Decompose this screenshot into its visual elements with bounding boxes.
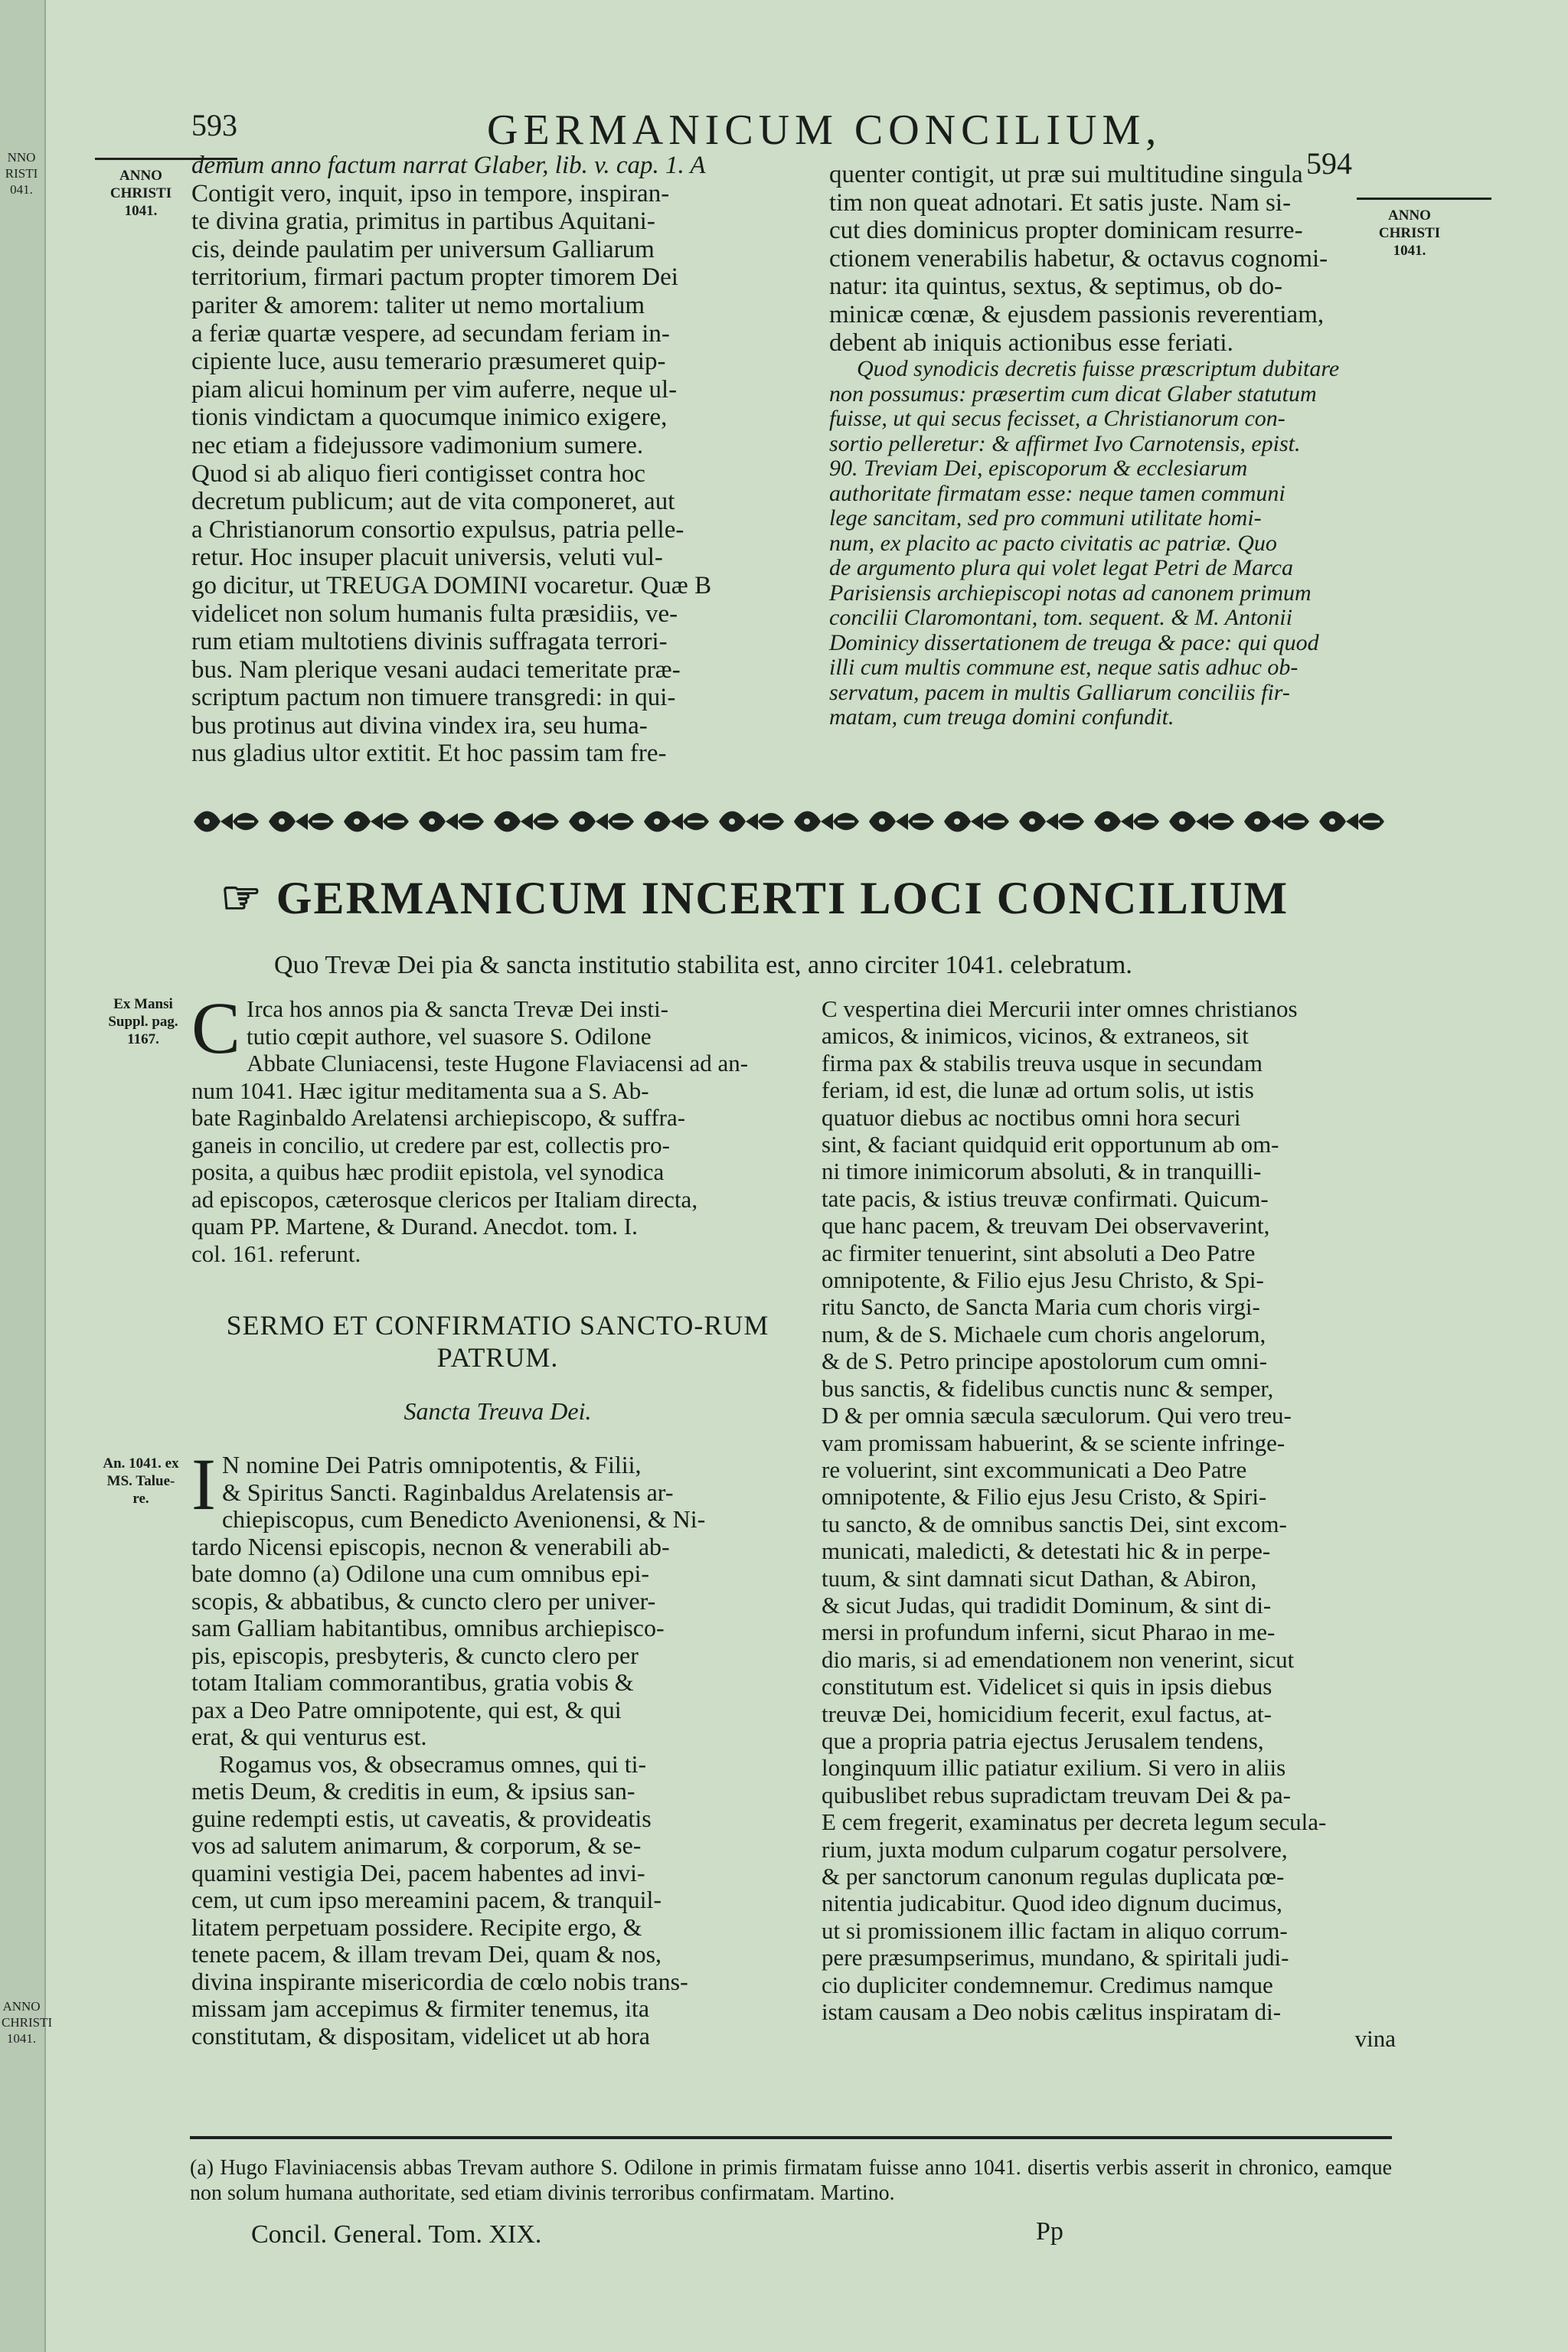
section-title: ☞ GERMANICUM INCERTI LOCI CONCILIUM [220, 873, 1289, 923]
text-line: cem, ut cum ipso mereamini pacem, & tranquil- [191, 1886, 662, 1913]
margin-year-left [95, 167, 187, 220]
text-line: nus gladius ultor extitit. Et hoc passim tam fre- [191, 740, 667, 768]
text-line: que a propria patria ejectus Jerusalem tendens, [822, 1726, 1264, 1754]
text-line: municati, maledicti, & detestati hic & in perpe- [822, 1537, 1271, 1565]
text-line: amicos, & inimicos, vicinos, & extraneos, sit [822, 1022, 1249, 1050]
text-line: ad episcopos, cæterosque clericos per Italiam directa, [191, 1185, 698, 1213]
text-line: feriam, id est, die lunæ ad ortum solis, ut istis [822, 1076, 1254, 1104]
text-line: te divina gratia, primitus in partibus Aquitani- [191, 207, 655, 236]
text-line: cut dies dominicus propter dominicam resurre- [829, 217, 1303, 245]
strip-top-note [2, 149, 41, 198]
margin-line: An. 1041. ex [103, 1455, 179, 1472]
margin-line: CHRISTI [109, 185, 172, 201]
text-line: bus sanctis, & fidelibus cunctis nunc & semper, [822, 1374, 1274, 1402]
margin-line: 1167. [127, 1031, 159, 1047]
text-line: concilii Claromontani, tom. sequent. & M. Antonii [829, 605, 1292, 631]
page-number-right: 594 [1306, 146, 1352, 181]
strip-bottom-note [2, 1998, 53, 2047]
text-line: natur: ita quintus, sextus, & septimus, ob do- [829, 273, 1283, 301]
text-line: re voluerint, sint excommunicati a Deo Patre [822, 1455, 1247, 1483]
text-line: go dicitur, ut TREUGA DOMINI vocaretur. Quæ B [191, 571, 712, 599]
margin-line: CHRISTI [1378, 225, 1441, 241]
sancta-treuva-heading: Sancta Treuva Dei. [403, 1397, 592, 1425]
text-line: erat, & qui venturus est. [191, 1723, 427, 1750]
text-line: pis, episcopis, presbyteris, & cuncto clero per [191, 1641, 639, 1669]
intro-paragraph [191, 987, 804, 1267]
text-line: ac firmiter tenuerint, sint absoluti a Deo Patre [822, 1239, 1256, 1266]
text-line: rum etiam multotiens divinis suffragata terrori- [191, 628, 668, 656]
commentary-italic [829, 357, 1396, 730]
text-line: num, ex placito ac pacto civitatis ac patriæ. Quo [829, 530, 1277, 556]
text-line: servatum, pacem in multis Galliarum conciliis fir- [829, 679, 1290, 705]
text-line: D & per omnia sæcula sæculorum. Qui vero treu- [822, 1402, 1292, 1429]
text-line: a feriæ quartæ vespere, ad secundam feriam in- [191, 319, 670, 348]
text-line: cipiente luce, ausu temerario præsumeret quip- [191, 348, 666, 376]
text-line: istam causam a Deo nobis cælitus inspiratam di- [822, 1998, 1282, 2026]
text-line: tenete pacem, & illam trevam Dei, quam & nos, [191, 1940, 662, 1968]
text-line: tionis vindictam a quocumque inimico exigere, [191, 403, 668, 432]
text-line: divina inspirante misericordia de cœlo nobis trans- [191, 1967, 688, 1995]
text-line: territorium, firmari pactum propter timorem Dei [191, 263, 678, 292]
margin-line: MS. Talue- [106, 1473, 175, 1489]
text-line: pariter & amorem: taliter ut nemo mortalium [191, 291, 645, 319]
text-line: & per sanctorum canonum regulas duplicata pœ- [822, 1863, 1285, 1890]
running-title: GERMANICUM CONCILIUM, [487, 106, 1162, 154]
text-line: decretum publicum; aut de vita componeret, aut [191, 488, 675, 516]
text-line: longinquum illic patiatur exilium. Si vero in aliis [822, 1754, 1286, 1782]
text-line: omnipotente, & Filio ejus Jesu Cristo, & Spiri- [822, 1483, 1267, 1511]
text-line: litatem perpetuam possidere. Recipite ergo, & [191, 1913, 642, 1941]
text-line: pax a Deo Patre omnipotente, qui est, & qui [191, 1695, 622, 1723]
text-line: Quod synodicis decretis fuisse præscriptum dubitare [857, 356, 1340, 382]
text-line: illi cum multis commune est, neque satis adhuc ob- [829, 655, 1298, 681]
text-line: authoritate firmatam esse: neque tamen communi [829, 480, 1285, 506]
text-line: rium, juxta modum culparum cogatur persolvere, [822, 1835, 1288, 1863]
text-line: constitutum est. Videlicet si quis in ipsis diebus [822, 1673, 1272, 1700]
text-line: minicæ cœnæ, & ejusdem passionis reverentiam, [829, 300, 1325, 328]
text-line: missam jam accepimus & firmiter tenemus, ita [191, 1994, 650, 2022]
text-line: E cem fregerit, examinatus per decreta legum secula- [822, 1808, 1327, 1836]
strip-note-line: RISTI [5, 166, 38, 181]
text-line: num 1041. Hæc igitur meditamenta sua a S. Ab- [191, 1076, 649, 1104]
text-line: ctionem venerabilis habetur, & octavus cognomi- [829, 244, 1328, 273]
text-line: posita, a quibus hæc prodiit epistola, vel synodica [191, 1158, 665, 1185]
margin-line: 1041. [124, 203, 158, 219]
text-line: tardo Nicensi episcopis, necnon & venerabili ab- [191, 1532, 670, 1560]
text-line: tim non queat adnotari. Et satis juste. Nam si- [829, 188, 1292, 217]
text-line: quenter contigit, ut præ sui multitudine singula [829, 161, 1303, 188]
text-line: fuisse, ut qui secus fecisset, a Christianorum con- [829, 406, 1285, 432]
text-line: sint, & faciant quidquid erit opportunum ab om- [822, 1131, 1279, 1158]
book-page [44, 0, 1568, 2352]
text-line: pere præsumpserimus, mundano, & spiritali judi- [822, 1944, 1289, 1971]
letter-body-left [191, 1443, 804, 2050]
catchword: vina [1354, 2025, 1396, 2053]
drop-cap: C [191, 987, 241, 1069]
margin-note-source [98, 995, 188, 1048]
margin-line: re. [132, 1491, 149, 1507]
text-line: videlicet non solum humanis fulta præsidiis, ve- [191, 599, 678, 628]
text-line: & Spiritus Sancti. Raginbaldus Arelatensis ar- [221, 1478, 674, 1506]
text-line: scopis, & abbatibus, & cuncto clero per univer- [191, 1586, 656, 1615]
margin-note-manuscript [92, 1455, 190, 1508]
text-line: & sicut Judas, qui tradidit Dominum, & sint di- [822, 1591, 1272, 1619]
text-line: bate Raginbaldo Arelatensi archiepiscopo, & suffra- [191, 1104, 686, 1131]
text-line: num, & de S. Michaele cum choris angelorum, [822, 1320, 1266, 1348]
text-line: demum anno factum narrat Glaber, lib. v. cap. 1. A [191, 152, 706, 179]
text-line: omnipotente, & Filio ejus Jesu Christo, & Spi- [822, 1266, 1264, 1294]
text-line: non possumus: præsertim cum dicat Glaber statutum [829, 381, 1317, 407]
sermo-heading: SERMO ET CONFIRMATIO SANCTO-RUM PATRUM. [226, 1310, 769, 1373]
text-line: quatuor diebus ac noctibus omni hora securi [822, 1103, 1241, 1131]
text-line: matam, cum treuga domini confundit. [829, 704, 1174, 730]
top-left-column [191, 152, 812, 768]
text-line: debent ab iniquis actionibus esse feriati. [829, 328, 1233, 357]
text-line: retur. Hoc insuper placuit universis, veluti vul- [191, 544, 663, 572]
text-line: firma pax & stabilis treuva usque in secundam [822, 1049, 1263, 1076]
margin-line: ANNO [119, 168, 162, 184]
drop-cap: I [191, 1443, 216, 1525]
text-line: ut si promissionem illic factam in aliquo corrum- [822, 1916, 1288, 1944]
text-line: N nomine Dei Patris omnipotentis, & Filii, [221, 1451, 642, 1478]
top-right-column [829, 161, 1396, 730]
text-line: constitutam, & dispositam, videlicet ut ab hora [191, 2021, 650, 2050]
text-line: C vespertina diei Mercurii inter omnes christianos [822, 995, 1298, 1022]
text-line: que hanc pacem, & treuvam Dei observaverint, [822, 1212, 1270, 1240]
text-line: ganeis in concilio, ut credere par est, collectis pro- [191, 1131, 670, 1158]
adjacent-page-strip [0, 0, 53, 2352]
text-line: mersi in profundum inferni, sicut Pharao in me- [822, 1619, 1276, 1646]
signature-mark: Concil. General. Tom. XIX. [251, 2220, 542, 2249]
footnote-rule [190, 2136, 1392, 2139]
text-line: dio maris, si ad emendationem non venerint, sicut [822, 1645, 1295, 1673]
text-line: cio dupliciter condemnemur. Credimus namque [822, 1971, 1273, 1998]
text-line: Dominicy dissertationem de treuga & pace: qui quod [829, 629, 1319, 655]
text-line: col. 161. referunt. [191, 1240, 361, 1267]
text-line: tuum, & sint damnati sicut Dathan, & Abiron, [822, 1564, 1257, 1592]
text-line: a Christianorum consortio expulsus, patria pelle- [191, 515, 684, 544]
text-line: ritu Sancto, de Sancta Maria cum choris virgi- [822, 1293, 1260, 1321]
text-line: Rogamus vos, & obsecramus omnes, qui ti- [219, 1749, 647, 1778]
text-line: bus protinus aut divina vindex ira, seu huma- [191, 711, 648, 740]
margin-line: Ex Mansi [113, 996, 173, 1012]
margin-line: ANNO [1388, 207, 1431, 224]
letter-body-right [822, 995, 1396, 2053]
text-line: Quod si ab aliquo fieri contigisset contra hoc [191, 459, 645, 488]
text-line: nec etiam a fidejussore vadimonium sumere. [191, 431, 644, 459]
strip-note-line: 1041. [6, 2031, 37, 2046]
text-line: sortio pelleretur: & affirmet Ivo Carnotensis, epist. [829, 430, 1301, 456]
text-line: bate domno (a) Odilone una cum omnibus epi- [191, 1560, 650, 1587]
footnote: (a) Hugo Flaviniacensis abbas Trevam authore S. Odilone in primis firmatam fuisse anno 1041. disertis verbis asserit in chronico, eamque non solum humana authoritate, sed etiam divinis terroribus confirmatam. Martino. [190, 2156, 1392, 2205]
margin-line: Suppl. pag. [108, 1014, 178, 1030]
text-line: cis, deinde paulatim per universum Galliarum [191, 235, 655, 263]
text-line: tutio cœpit authore, vel suasore S. Odilone [247, 1022, 652, 1050]
text-line: metis Deum, & creditis in eum, & ipsius san- [191, 1777, 635, 1805]
text-line: 90. Treviam Dei, episcoporum & ecclesiarum [829, 456, 1248, 482]
text-line: Parisiensis archiepiscopi notas ad canonem primum [829, 580, 1312, 606]
strip-note-line: 041. [10, 182, 33, 197]
text-line: quam PP. Martene, & Durand. Anecdot. tom. I. [191, 1213, 638, 1240]
text-line: vam promissam habuerint, & se sciente infringe- [822, 1429, 1285, 1456]
page-number-left: 593 [191, 108, 237, 142]
text-line: bus. Nam plerique vesani audaci temeritate præ- [191, 655, 681, 684]
text-line: sam Galliam habitantibus, omnibus archiepisco- [191, 1614, 665, 1642]
text-line: totam Italiam commorantibus, gratia vobis & [191, 1668, 634, 1696]
text-line: vos ad salutem animarum, & corporum, & se- [191, 1831, 642, 1859]
text-line: Contigit vero, inquit, ipso in tempore, inspiran- [191, 179, 670, 207]
signature-letters: Pp [1036, 2217, 1063, 2246]
text-line: guine redempti estis, ut caveatis, & provideatis [191, 1804, 652, 1832]
decorative-border-ornament [190, 804, 1392, 839]
section-subtitle: Quo Trevæ Dei pia & sancta institutio stabilita est, anno circiter 1041. celebratum. [274, 951, 1132, 979]
text-line: nitentia judicabitur. Quod ideo dignum ducimus, [822, 1890, 1282, 1917]
text-line: tate pacis, & istius treuvæ confirmati. Quicum- [822, 1184, 1269, 1212]
text-line: Abbate Cluniacensi, teste Hugone Flaviacensi ad an- [247, 1050, 749, 1076]
margin-line: 1041. [1393, 243, 1426, 259]
text-line: de argumento plura qui volet legat Petri de Marca [829, 555, 1293, 581]
text-line: quibuslibet rebus supradictam treuvam Dei & pa- [822, 1781, 1291, 1808]
text-line: ni timore inimicorum absoluti, & in tranquilli- [822, 1158, 1262, 1185]
text-line: lege sancitam, sed pro communi utilitate homi- [829, 505, 1262, 531]
text-line: chiepiscopus, cum Benedicto Avenionensi, & Ni- [221, 1505, 706, 1533]
strip-note-line: ANNO [2, 1999, 41, 2014]
strip-note-line: CHRISTI [2, 2015, 53, 2030]
text-line: & de S. Petro principe apostolorum cum omni- [822, 1348, 1268, 1375]
text-line: treuvæ Dei, homicidium fecerit, exul factus, at- [822, 1700, 1272, 1727]
strip-note-line: NNO [7, 150, 36, 165]
text-line: scriptum pactum non timuere transgredi: in qui- [191, 684, 676, 712]
text-line: piam alicui hominum per vim auferre, neque ul- [191, 375, 678, 403]
text-line: Irca hos annos pia & sancta Trevæ Dei insti- [247, 995, 669, 1022]
text-line: tu sancto, & de omnibus sanctis Dei, sint excom- [822, 1510, 1287, 1537]
text-line: quamini vestigia Dei, pacem habentes ad invi- [191, 1858, 645, 1886]
